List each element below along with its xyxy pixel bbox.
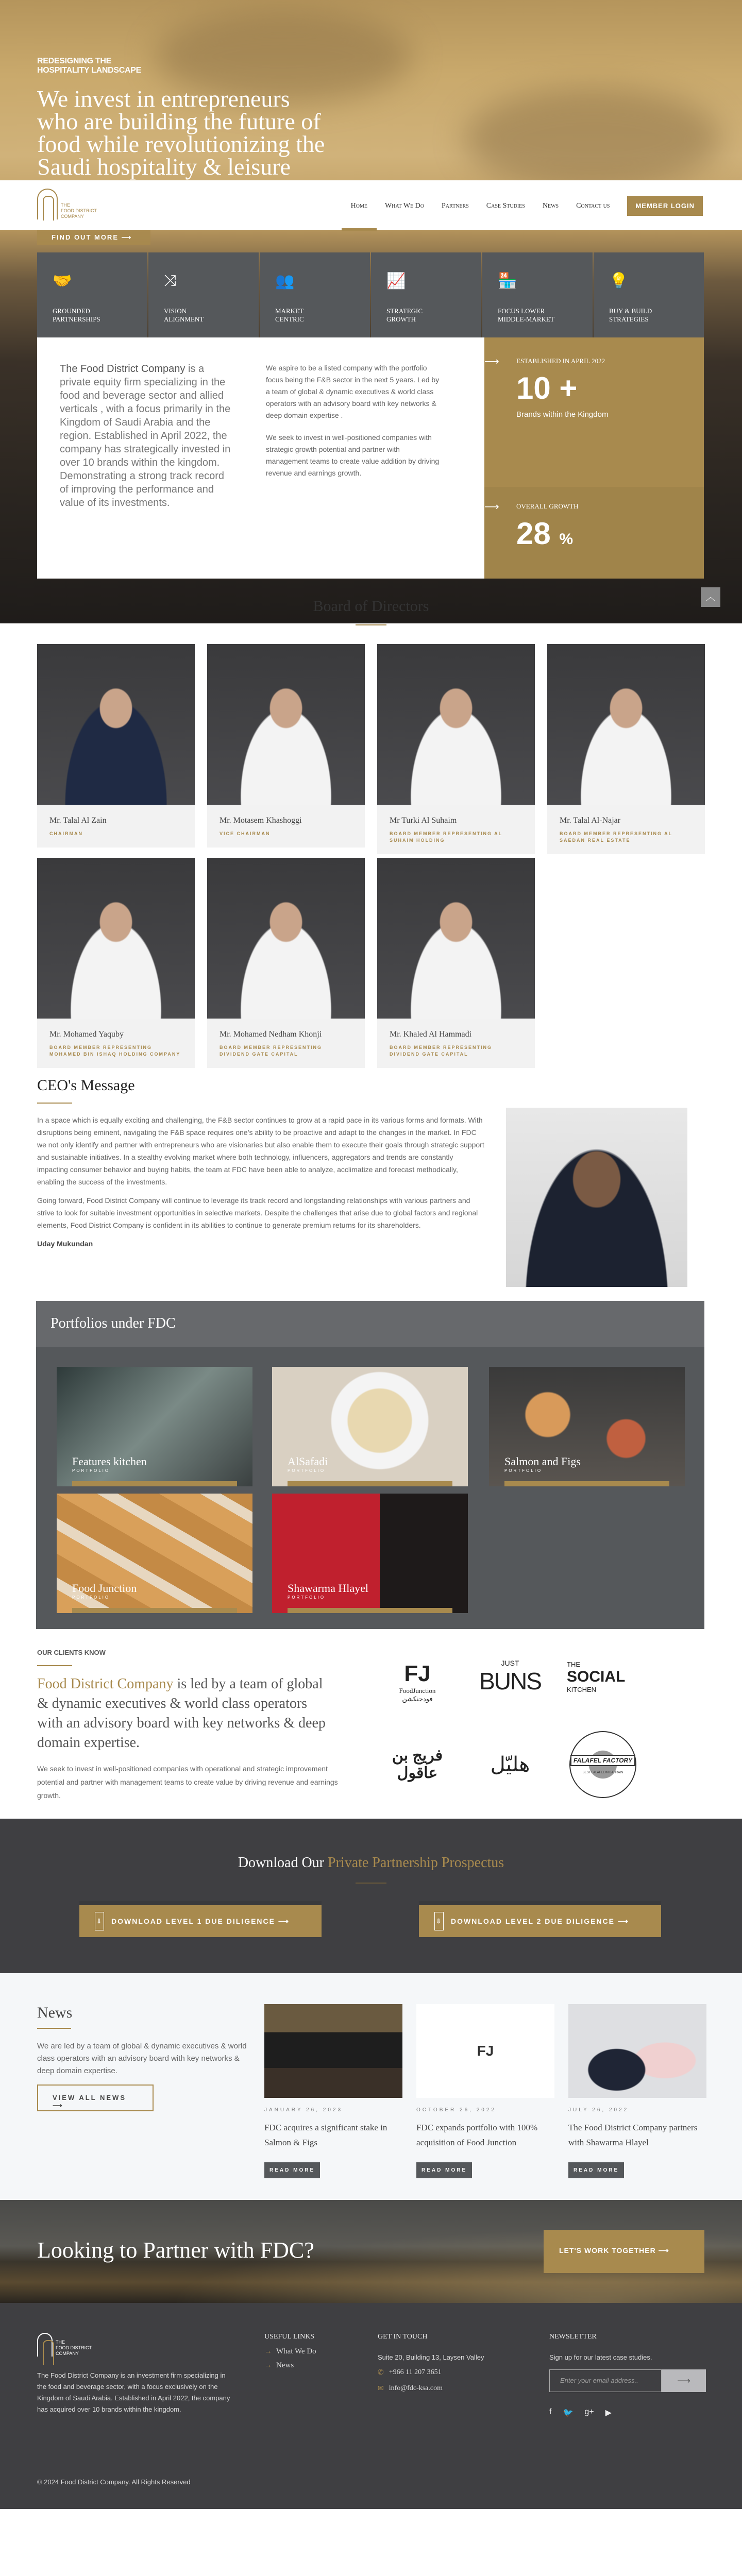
lets-work-together-button[interactable]: LET'S WORK TOGETHER ⟶ — [544, 2230, 704, 2273]
client-logo-hlayel: هليّل — [490, 1753, 530, 1776]
feature-vision-alignment: ⤨ VISION ALIGNMENT — [148, 252, 259, 337]
feature-buy-build: 💡 BUY & BUILD STRATEGIES — [594, 252, 704, 337]
news-card: FJ OCTOBER 26, 2022 FDC expands portfolio with 100% acquisition of Food Junction READ MORE — [416, 2004, 554, 2178]
divider — [37, 1103, 72, 1104]
news-section — [0, 1973, 742, 2200]
main-nav — [351, 196, 703, 216]
portfolio-tile[interactable]: AlSafadi PORTFOLIO — [272, 1367, 468, 1486]
hero-kicker: REDESIGNING THE HOSPITALITY LANDSCAPE — [37, 57, 142, 75]
newsletter-placeholder: Enter your email address.. — [560, 2377, 638, 2384]
nav-contact[interactable]: Contact us — [576, 201, 610, 210]
lightbulb-icon: 💡 — [609, 273, 629, 290]
google-plus-icon[interactable]: g+ — [584, 2408, 594, 2416]
nav-partners[interactable]: Partners — [442, 201, 469, 210]
member-photo — [207, 858, 365, 1019]
news-card: JANUARY 26, 2023 FDC acquires a significant stake in Salmon & Figs READ MORE — [264, 2004, 402, 2178]
member-photo — [37, 858, 195, 1019]
phone-link[interactable]: +966 11 207 3651 — [389, 2368, 442, 2376]
chevron-up-icon: ︿ — [706, 592, 715, 602]
member-photo — [37, 644, 195, 805]
board-title: Board of Directors — [313, 598, 429, 615]
portfolio-tile[interactable]: Shawarma Hlayel PORTFOLIO — [272, 1494, 468, 1613]
clients-kicker: OUR CLIENTS KNOW — [37, 1649, 106, 1656]
news-intro: We are led by a team of global & dynamic executives & world class operators with an advisory board with key networks & deep domain expertise. — [37, 2042, 247, 2075]
arrow-right-icon: → — [264, 2347, 272, 2355]
find-out-more-button[interactable]: FIND OUT MORE ⟶ — [37, 230, 150, 245]
email-icon: ✉ — [378, 2385, 384, 2393]
board-member-card[interactable]: Mr Turki Al Suhaim BOARD MEMBER REPRESENTING AL SUHAIM HOLDING — [377, 644, 535, 854]
view-all-news-button[interactable]: VIEW ALL NEWS ⟶ — [37, 2084, 154, 2111]
people-icon: 👥 — [275, 273, 295, 290]
client-logo-falafel-factory: FALAFEL FACTORY BEST FALAFEL IN BAHRAIN — [567, 1731, 639, 1798]
nav-case-studies[interactable]: Case Studies — [486, 201, 525, 210]
logo-arch-icon — [37, 2333, 53, 2357]
cta-title: Looking to Partner with FDC? — [37, 2238, 314, 2263]
facebook-icon[interactable]: f — [549, 2408, 552, 2416]
newsletter: NEWSLETTER Sign up for our latest case studies. Enter your email address.. ⟶ f 🐦 g+ ▶ — [549, 2333, 706, 2418]
copyright: © 2024 Food District Company. All Rights Reserved — [37, 2478, 191, 2486]
news-image: FJ — [416, 2004, 554, 2098]
stats-panel — [484, 337, 704, 579]
feature-tiles — [37, 252, 704, 337]
footer-link-news[interactable]: → News — [264, 2361, 294, 2369]
about-lead: The Food District Company is a private equity firm specializing in the food and beverage sector and allied verticals , with a focus primarily in the Kingdom of Saudi Arabia and the region. Established in April 2022, the company has strategically invested in over 10 brands within the kingdom. Demonstrating a strong track record of improving the performance and value of its investments. — [60, 363, 231, 509]
footer — [0, 2303, 742, 2509]
newsletter-submit-button[interactable] — [662, 2369, 706, 2392]
site-header — [0, 180, 742, 230]
portfolio-tile[interactable]: Features kitchen PORTFOLIO — [57, 1367, 252, 1486]
logo[interactable]: THE FOOD DISTRICT COMPANY — [37, 189, 97, 219]
arrow-right-icon: ⟶ — [677, 2375, 690, 2386]
about-panel — [37, 337, 704, 579]
footer-logo[interactable]: THE FOOD DISTRICT COMPANY — [37, 2333, 92, 2357]
client-logo-social-kitchen: THE SOCIAL KITCHEN — [567, 1660, 626, 1693]
read-more-button[interactable]: READ MORE — [264, 2162, 320, 2178]
download-section — [0, 1819, 742, 1973]
stat-brands: ⟶ ESTABLISHED IN APRIL 2022 10 + Brands within the Kingdom — [484, 357, 608, 419]
news-image — [264, 2004, 402, 2098]
portfolios-title: Portfolios under FDC — [36, 1301, 704, 1347]
clients-lead: Food District Company is led by a team of global & dynamic executives & world class operators with an advisory board with key networks & deep domain expertise. — [37, 1676, 326, 1751]
twitter-icon[interactable]: 🐦 — [563, 2409, 574, 2417]
download-title: Download Our Private Partnership Prospectus — [238, 1855, 504, 1871]
growth-chart-icon: 📈 — [386, 273, 406, 290]
hero-headline: We invest in entrepreneurs who are building the future of food while revolutionizing the Saudi hospitality & leisure — [37, 86, 325, 180]
email-link[interactable]: info@fdc-ksa.com — [389, 2384, 443, 2392]
portfolio-tile[interactable]: Food Junction PORTFOLIO — [57, 1494, 252, 1613]
useful-links: USEFUL LINKS → What We Do → News — [264, 2333, 316, 2369]
ceo-photo — [506, 1108, 687, 1287]
portfolio-tile[interactable]: Salmon and Figs PORTFOLIO — [489, 1367, 685, 1486]
portfolios-section — [36, 1301, 704, 1629]
feature-focus-lower-middle-market: 🏪 FOCUS LOWER MIDDLE-MARKET — [482, 252, 593, 337]
news-image — [568, 2004, 706, 2098]
member-photo — [377, 644, 535, 805]
hero-background — [464, 88, 721, 191]
board-member-card[interactable]: Mr. Mohamed Nedham Khonji BOARD MEMBER REPRESENTING DIVIDEND GATE CAPITAL — [207, 858, 365, 1068]
download-icon: ⇩ — [95, 1912, 104, 1930]
read-more-button[interactable]: READ MORE — [568, 2162, 624, 2178]
feature-grounded-partnerships: 🤝 GROUNDED PARTNERSHIPS — [37, 252, 147, 337]
member-photo — [207, 644, 365, 805]
news-title: News — [37, 2004, 73, 2021]
download-icon: ⇩ — [434, 1912, 444, 1930]
client-logo-freej-bin-aqool: فريج بن عاقول — [392, 1747, 443, 1782]
client-logo-food-junction: FJ FoodJunction فودجنكشن — [399, 1661, 436, 1703]
logo-arch-icon — [37, 189, 58, 219]
handshake-icon: 🤝 — [53, 273, 72, 290]
phone-icon: ✆ — [378, 2369, 384, 2377]
board-member-card[interactable]: Mr. Khaled Al Hammadi BOARD MEMBER REPRESENTING DIVIDEND GATE CAPITAL — [377, 858, 535, 1068]
divider — [37, 1665, 72, 1666]
feature-market-centric: 👥 MARKET CENTRIC — [260, 252, 370, 337]
arrows-converge-icon: ⤨ — [164, 272, 176, 289]
board-member-card[interactable]: Mr. Mohamed Yaquby BOARD MEMBER REPRESENTING MOHAMED BIN ISHAQ HOLDING COMPANY — [37, 858, 195, 1068]
divider — [37, 2028, 71, 2029]
board-member-card[interactable]: Mr. Motasem Khashoggi VICE CHAIRMAN — [207, 644, 365, 848]
ceo-message: In a space which is equally exciting and challenging, the F&B sector continues to grow at a rapid pace in its various forms and formats. With disruptions being eminent, navigating the F&B space requires one’s ability to be proactive and adapt to the changes in the market. In FDC we not only identify and partner with entrepreneurs who are visionaries but also enable them to execute their goals through strategic support and sustainable initiatives. In a stealthy evolving market where both technology, influencers, aggregators and trends are constantly impacting consumer behavior and buying habits, the team at FDC have been able to analyze, acclimatize and forecast methodically, enabling the success of the investments. Going forward, Food District Company will continue to leverage its track record and longstanding relationships with various partners and strive to look for suitable investment opportunities in selective markets. Despite the challenges that arise due to global factors and regional elements, Food District Company is confident in its abilities to continue to generate premium returns for its shareholders. Uday Mukundan — [37, 1114, 485, 1256]
board-member-card[interactable]: Mr. Talal Al Zain CHAIRMAN — [37, 644, 195, 848]
download-level-1-button[interactable]: ⇩ DOWNLOAD LEVEL 1 DUE DILIGENCE ⟶ — [79, 1901, 322, 1937]
clients-paragraph: We seek to invest in well-positioned companies with operational and strategic improvement potential and partner with management teams to create value by driving revenue and earnings growth. — [37, 1765, 338, 1800]
read-more-button[interactable]: READ MORE — [416, 2162, 472, 2178]
youtube-icon[interactable]: ▶ — [605, 2409, 612, 2417]
footer-description: The Food District Company is an investment firm specializing in the food and beverage sector, with a focus exclusively on the Kingdom of Saudi Arabia. Established in April 2022, the company has acquired over 10 brands within the kingdom. — [37, 2371, 230, 2413]
contact-info: GET IN TOUCH Suite 20, Building 13, Laysen Valley ✆ +966 11 207 3651 ✉ info@fdc-ksa.com — [378, 2333, 484, 2393]
nav-what-we-do[interactable]: What We Do — [384, 201, 425, 210]
nav-news[interactable]: News — [542, 201, 559, 210]
board-member-card[interactable]: Mr. Talal Al-Najar BOARD MEMBER REPRESENTING AL SAEDAN REAL ESTATE — [547, 644, 705, 854]
footer-link-what-we-do[interactable]: → What We Do — [264, 2347, 316, 2355]
client-logo-just-buns: JUST BUNS — [479, 1659, 541, 1694]
about-text: We aspire to be a listed company with the portfolio focus being the F&B sector in the next 5 years. Led by a team of global & dynamic executives & world class operators with an advisory board with key networks & deep domain expertise . We seek to invest in well-positioned companies with strategic growth potential and partner with management teams to create value addition by driving revenue and earnings growth. — [266, 364, 440, 477]
nav-home[interactable]: Home — [350, 201, 367, 210]
newsletter-email-input[interactable] — [549, 2369, 662, 2392]
partner-cta-section — [0, 2200, 742, 2303]
member-photo — [547, 644, 705, 805]
feature-strategic-growth: 📈 STRATEGIC GROWTH — [371, 252, 481, 337]
divider — [356, 1883, 386, 1884]
divider — [356, 624, 386, 625]
member-photo — [377, 858, 535, 1019]
arrow-right-icon: → — [264, 2361, 272, 2369]
stat-growth: ⟶ OVERALL GROWTH 28 % — [484, 502, 578, 551]
ceo-signature: Uday Mukundan — [37, 1240, 93, 1248]
ceo-title: CEO's Message — [37, 1077, 135, 1094]
member-login-button[interactable]: MEMBER LOGIN — [627, 196, 703, 216]
download-level-2-button[interactable]: ⇩ DOWNLOAD LEVEL 2 DUE DILIGENCE ⟶ — [419, 1901, 661, 1937]
storefront-icon: 🏪 — [498, 273, 517, 290]
news-card: JULY 26, 2022 The Food District Company partners with Shawarma Hlayel READ MORE — [568, 2004, 706, 2178]
